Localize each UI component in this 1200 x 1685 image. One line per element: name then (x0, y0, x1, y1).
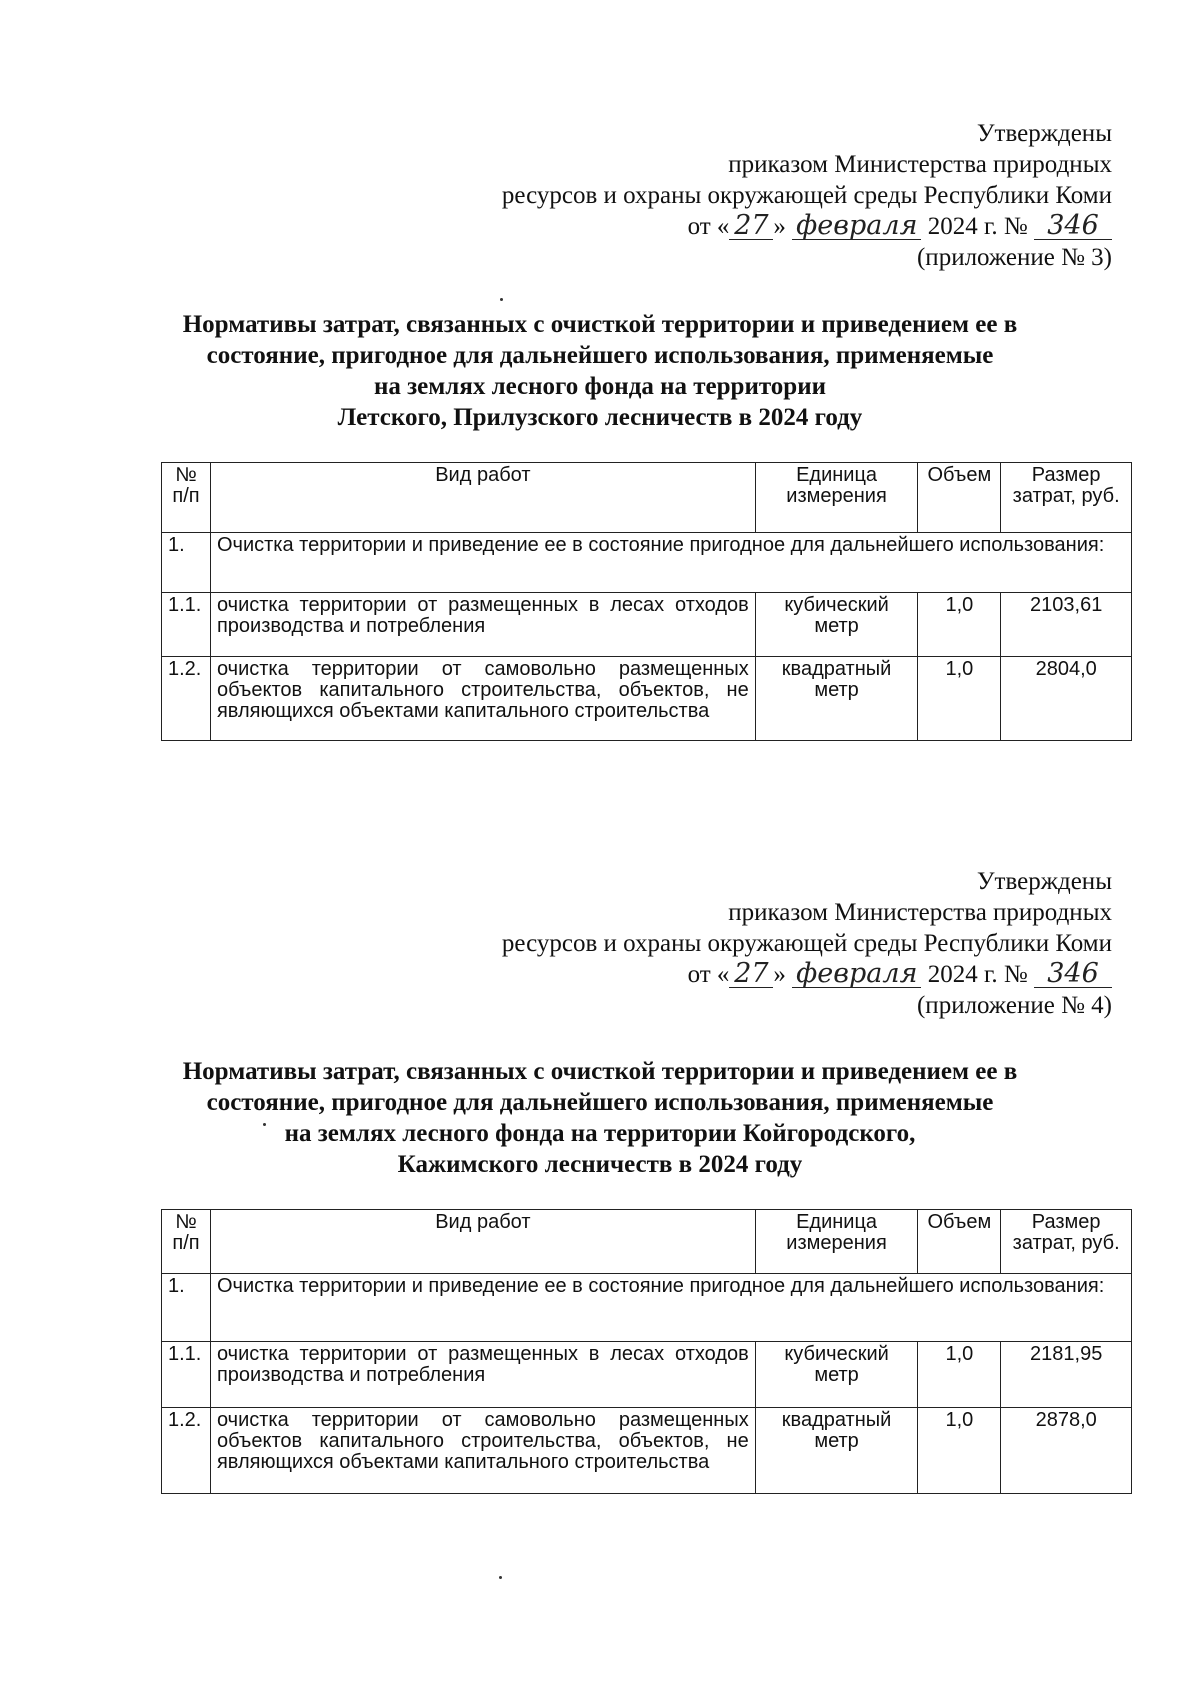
row-cost: 2804,0 (1001, 657, 1132, 741)
row-num: 1.2. (162, 1408, 211, 1494)
header-num: № п/п (162, 1210, 211, 1274)
row-work: очистка территории от самовольно размещенных объектов капитального строительства, объектов, не являющихся объектами капитального строительства (210, 1408, 755, 1494)
title-line: состояние, пригодное для дальнейшего использования, применяемые (206, 342, 994, 369)
norms-table (161, 462, 1132, 741)
header-cost: Размер затрат, руб. (1001, 1210, 1132, 1274)
handwritten-order-number: 346 (1034, 961, 1112, 988)
title-line: Кажимского лесничеств в 2024 году (397, 1151, 803, 1178)
table-row (162, 533, 1132, 593)
appendix-label: (приложение № 3) (916, 244, 1112, 271)
scan-speck (500, 298, 503, 301)
approval-block-appendix-3 (502, 118, 1112, 273)
approval-date-line (502, 211, 1112, 242)
row-work: Очистка территории и приведение ее в состояние пригодное для дальнейшего использования: (210, 1274, 1131, 1342)
handwritten-day: 27 (729, 961, 773, 988)
table-row (162, 1342, 1132, 1408)
table-row (162, 657, 1132, 741)
row-cost: 2181,95 (1001, 1342, 1132, 1408)
handwritten-month: февраля (792, 213, 921, 240)
header-num: № п/п (162, 463, 211, 533)
approval-line: ресурсов и охраны окружающей среды Республики Коми (501, 930, 1112, 957)
date-year: 2024 г. № (927, 213, 1028, 240)
row-num: 1. (162, 533, 211, 593)
table-row (162, 1274, 1132, 1342)
header-work: Вид работ (210, 463, 755, 533)
date-year: 2024 г. № (927, 961, 1028, 988)
header-unit: Единица измерения (755, 463, 918, 533)
handwritten-day: 27 (729, 213, 773, 240)
approval-date-line (502, 959, 1112, 990)
table-header-row (162, 463, 1132, 533)
header-work: Вид работ (210, 1210, 755, 1274)
date-mid: » (773, 961, 786, 988)
row-cost: 2103,61 (1001, 593, 1132, 657)
table-header-row (162, 1210, 1132, 1274)
approval-heading: Утверждены (976, 120, 1112, 147)
header-volume: Объем (918, 1210, 1001, 1274)
handwritten-order-number: 346 (1034, 213, 1112, 240)
scan-speck (499, 1576, 502, 1579)
title-line: на землях лесного фонда на территории (373, 373, 827, 400)
row-cost: 2878,0 (1001, 1408, 1132, 1494)
row-num: 1.2. (162, 657, 211, 741)
row-unit: квадратный метр (755, 657, 918, 741)
appendix-label: (приложение № 4) (916, 992, 1112, 1019)
row-unit: кубический метр (755, 593, 918, 657)
document-title (150, 1056, 1050, 1180)
norms-table (161, 1209, 1132, 1494)
table-row (162, 593, 1132, 657)
row-volume: 1,0 (918, 657, 1001, 741)
row-work: Очистка территории и приведение ее в состояние пригодное для дальнейшего использования: (210, 533, 1131, 593)
approval-block-appendix-4 (502, 866, 1112, 1021)
title-line: состояние, пригодное для дальнейшего использования, применяемые (206, 1089, 994, 1116)
scan-speck (263, 1123, 266, 1126)
handwritten-month: февраля (792, 961, 921, 988)
row-num: 1.1. (162, 1342, 211, 1408)
row-volume: 1,0 (918, 593, 1001, 657)
row-unit: квадратный метр (755, 1408, 918, 1494)
approval-line: ресурсов и охраны окружающей среды Республики Коми (501, 182, 1112, 209)
title-line: на землях лесного фонда на территории Койгородского, (284, 1120, 916, 1147)
date-prefix: от « (687, 213, 730, 240)
row-volume: 1,0 (918, 1342, 1001, 1408)
header-cost: Размер затрат, руб. (1001, 463, 1132, 533)
table-row (162, 1408, 1132, 1494)
header-volume: Объем (918, 463, 1001, 533)
document-title (150, 309, 1050, 433)
title-line: Летского, Прилузского лесничеств в 2024 году (337, 404, 863, 431)
date-prefix: от « (687, 961, 730, 988)
title-line: Нормативы затрат, связанных с очисткой территории и приведением ее в (182, 311, 1018, 338)
row-work: очистка территории от размещенных в лесах отходов производства и потребления (210, 593, 755, 657)
approval-heading: Утверждены (976, 868, 1112, 895)
row-num: 1. (162, 1274, 211, 1342)
approval-line: приказом Министерства природных (728, 151, 1112, 178)
row-work: очистка территории от размещенных в лесах отходов производства и потребления (210, 1342, 755, 1408)
header-unit: Единица измерения (755, 1210, 918, 1274)
row-num: 1.1. (162, 593, 211, 657)
approval-line: приказом Министерства природных (728, 899, 1112, 926)
title-line: Нормативы затрат, связанных с очисткой территории и приведением ее в (182, 1058, 1018, 1085)
row-work: очистка территории от самовольно размещенных объектов капитального строительства, объектов, не являющихся объектами капитального строительства (210, 657, 755, 741)
row-volume: 1,0 (918, 1408, 1001, 1494)
date-mid: » (773, 213, 786, 240)
row-unit: кубический метр (755, 1342, 918, 1408)
